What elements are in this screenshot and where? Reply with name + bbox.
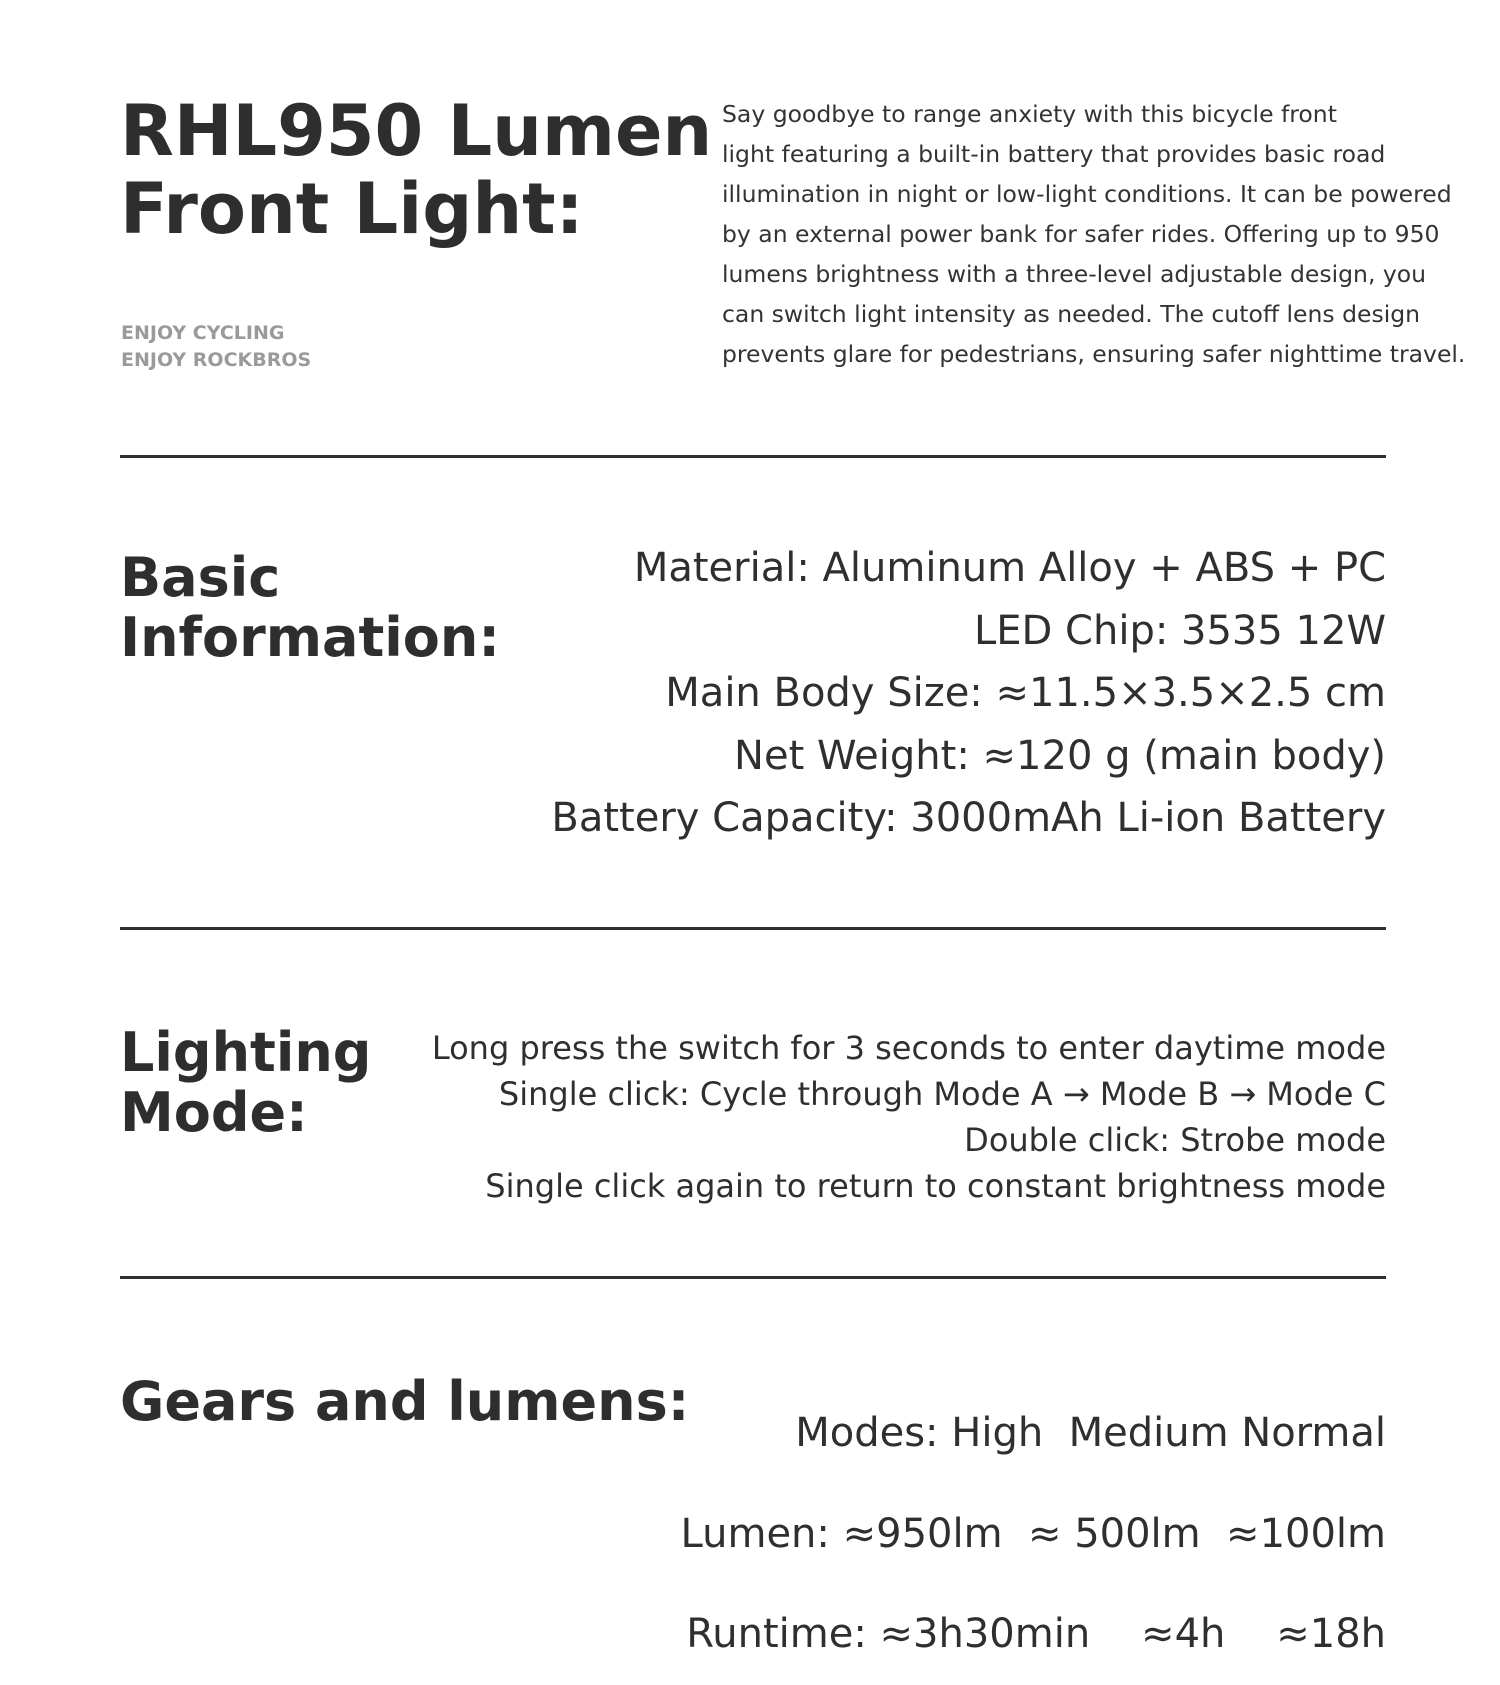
gears-heading: [120, 1372, 689, 1432]
intro-line: prevents glare for pedestrians, ensuring safer nighttime travel.: [722, 340, 1466, 368]
mode-item: Long press the switch for 3 seconds to enter daytime mode: [431, 1029, 1386, 1067]
gears-modes-row: Modes: High Medium Normal: [795, 1410, 1386, 1456]
heading-line: Basic: [120, 546, 281, 609]
spec-item: Net Weight: ≈120 g (main body): [734, 732, 1386, 779]
heading-line: Gears and lumens:: [120, 1370, 690, 1433]
mode-item: Double click: Strobe mode: [964, 1121, 1386, 1159]
lighting-mode-list: [432, 1025, 1386, 1209]
tagline-line: ENJOY ROCKBROS: [121, 349, 312, 371]
mode-item: Single click again to return to constant brightness mode: [485, 1167, 1386, 1205]
heading-line: Information:: [120, 606, 500, 669]
intro-line: can switch light intensity as needed. The cutoff lens design: [722, 300, 1421, 328]
gears-runtime-row: Runtime: ≈3h30min ≈4h ≈18h: [686, 1611, 1386, 1657]
intro-line: Say goodbye to range anxiety with this bicycle front: [722, 100, 1337, 128]
spec-item: Main Body Size: ≈11.5×3.5×2.5 cm: [665, 670, 1386, 716]
section-divider: [120, 927, 1386, 930]
lighting-mode-heading: [120, 1023, 371, 1143]
intro-paragraph: [722, 94, 1466, 374]
intro-line: light featuring a built-in battery that provides basic road: [722, 140, 1386, 168]
tagline: [121, 320, 311, 374]
heading-line: Mode:: [120, 1081, 308, 1144]
basic-info-list: [551, 537, 1386, 850]
title-line: RHL950 Lumen: [120, 90, 713, 172]
intro-line: lumens brightness with a three-level adjustable design, you: [722, 260, 1427, 288]
spec-item: Material: Aluminum Alloy + ABS + PC: [633, 545, 1386, 591]
heading-line: Lighting: [120, 1021, 372, 1084]
mode-item: Single click: Cycle through Mode A → Mode B → Mode C: [498, 1075, 1386, 1113]
gears-table: [681, 1364, 1386, 1685]
basic-info-heading: [120, 548, 500, 668]
intro-line: by an external power bank for safer rides. Offering up to 950: [722, 220, 1440, 248]
spec-item: LED Chip: 3535 12W: [973, 607, 1386, 654]
page-title: [120, 92, 712, 248]
spec-item: Battery Capacity: 3000mAh Li-ion Battery: [551, 795, 1386, 841]
section-divider: [120, 455, 1386, 458]
tagline-line: ENJOY CYCLING: [121, 322, 285, 344]
gears-lumen-row: Lumen: ≈950lm ≈ 500lm ≈100lm: [680, 1510, 1386, 1557]
intro-line: illumination in night or low-light conditions. It can be powered: [722, 180, 1452, 208]
section-divider: [120, 1276, 1386, 1279]
title-line: Front Light:: [120, 168, 584, 250]
